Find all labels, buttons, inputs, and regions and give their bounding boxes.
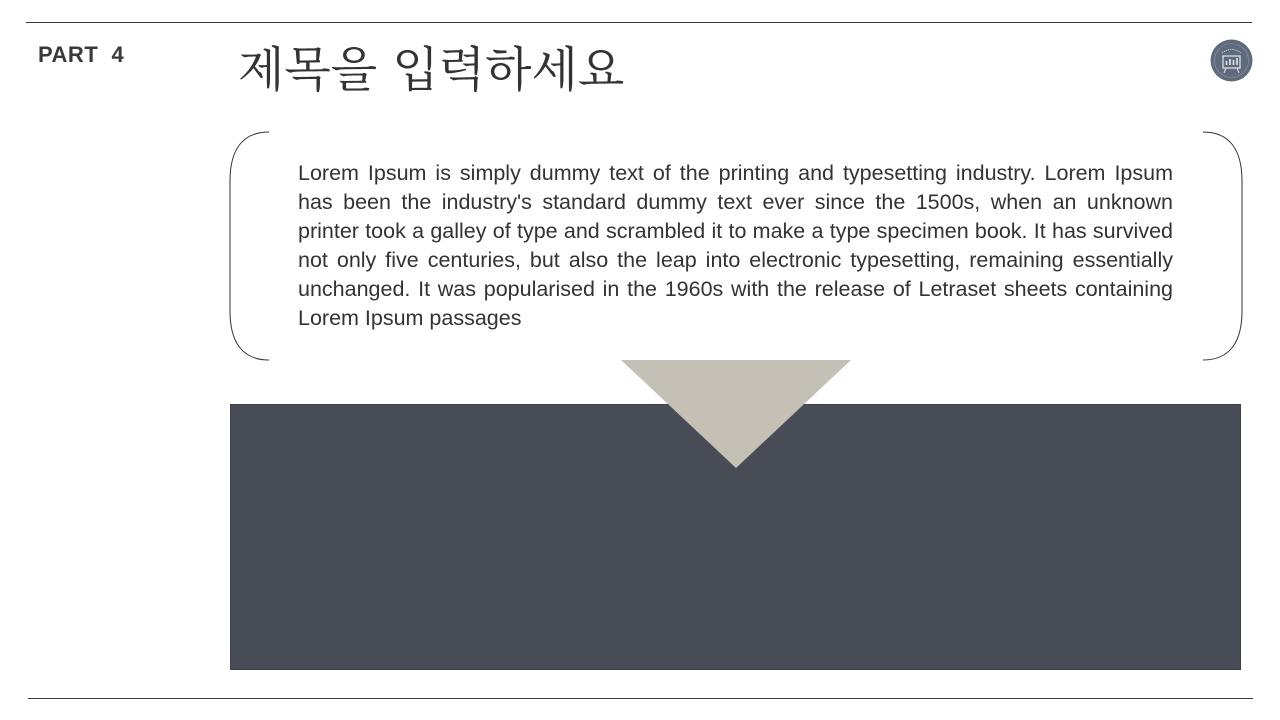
part-label: PART 4: [38, 42, 125, 67]
down-arrow-triangle: [621, 360, 851, 468]
slide-title: 제목을 입력하세요: [238, 42, 625, 98]
bottom-divider: [28, 698, 1253, 699]
presentation-board-icon: [1210, 39, 1253, 82]
body-paragraph: Lorem Ipsum is simply dummy text of the printing and typesetting industry. Lorem Ipsum has been the industry's standard dummy text ever since the 1500s, when an unknown printer took a galley of type and scrambled it to make a type specimen book. It has survived not only five centuries, but also the leap into electronic typesetting, remaining essentially unchanged. It was popularised in the 1960s with the release of Letraset sheets containing Lorem Ipsum passages: [298, 161, 1173, 330]
top-divider: [26, 22, 1252, 23]
